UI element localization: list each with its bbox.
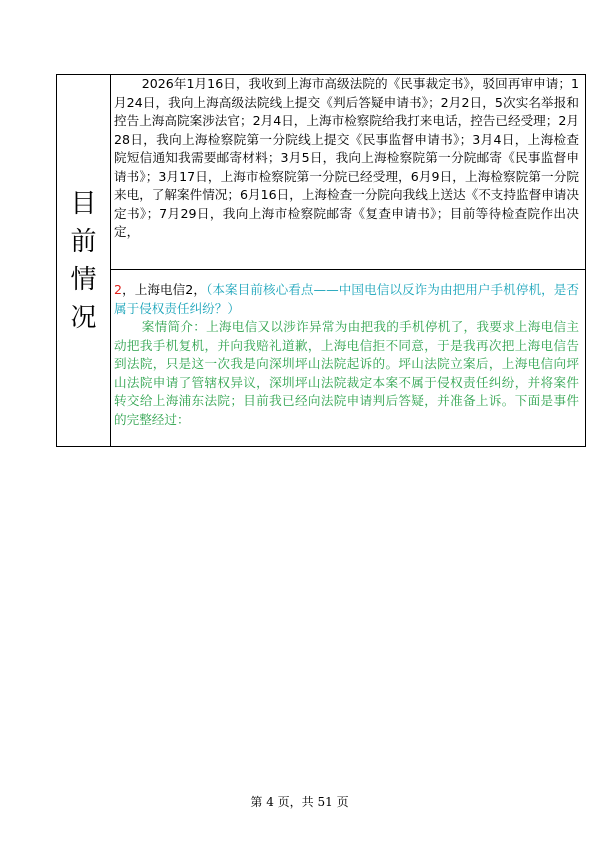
case-summary: 案情简介：上海电信又以涉诈异常为由把我的手机停机了，我要求上海电信主动把我手机复机，并向我赔礼道歉，上海电信拒不同意，于是我再次把上海电信告到法院，只是这一次我是向深圳坪山法院起诉的。坪山法院立案后，上海电信向坪山法院申请了管辖权异议，深圳坪山法院裁定本案不属于侵权责任纠纷，并将案件转交给上海浦东法院；目前我已经向法院申请判后答疑，并准备上诉。下面是事件的完整经过：: [114, 319, 579, 427]
case-number: 2: [114, 282, 123, 297]
status-table: [56, 74, 586, 447]
timeline-paragraph: 2026年1月16日，我收到上海市高级法院的《民事裁定书》，驳回再审申请；1月24日，我向上海高级法院线上提交《判后答疑申请书》；2月2日，5次实名举报和控告上海高院案涉法官；2月4日，上海市检察院给我打来电话，控告已经受理；2月28日，我向上海检察院第一分院线上提交《民事监督申请书》；3月4日，上海检查院短信通知我需要邮寄材料；3月5日，我向上海检察院第一分院邮寄《民事监督申请书》；3月17日，上海市检察院第一分院已经受理，6月9日，上海检察院第一分院来电，了解案件情况；6月16日，上海检查一分院向我线上送达《不支持监督申请决定书》；7月29日，我向上海市检察院邮寄《复查申请书》；目前等待检查院作出决定，: [114, 76, 579, 239]
status-label: 目前情况: [70, 188, 97, 333]
timeline-cell: [111, 75, 586, 270]
case-title: 上海电信2，: [134, 282, 207, 297]
case-focus: （本案目前核心看点——中国电信以反诈为由把用户手机停机，是否属于侵权责任纠纷？）: [114, 282, 579, 316]
status-label-cell: [57, 75, 111, 447]
page-footer: 第 4 页，共 51 页: [250, 795, 349, 809]
case-comma: ，: [122, 282, 135, 297]
table-row: [57, 270, 586, 447]
table-row: [57, 75, 586, 270]
case-heading: [111, 270, 585, 318]
case-cell: [111, 270, 586, 447]
